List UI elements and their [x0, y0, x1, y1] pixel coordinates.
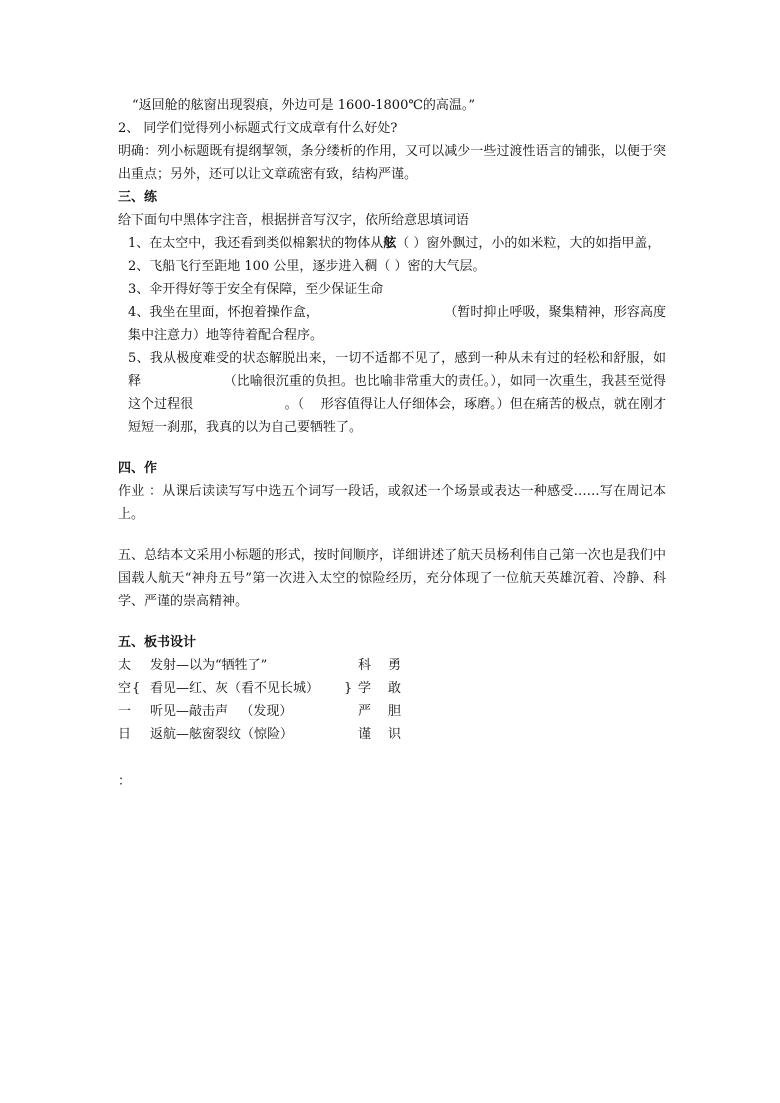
board-cell: 一	[118, 704, 132, 719]
exercise-item-2: 2、飞船飞行至距地 100 公里，逐步进入稠（ ）密的大气层。	[128, 259, 486, 274]
board-cell: 严	[358, 704, 372, 719]
section-3-instruction: 给下面句中黑体字注音，根据拼音写汉字，依所给意思填词语	[118, 213, 470, 228]
board-title: 五、板书设计	[118, 635, 197, 650]
board-cell: 看见—红、灰（看不见长城）	[150, 681, 320, 696]
board-brace: {	[132, 681, 141, 696]
board-row	[118, 654, 666, 677]
exercise-item-4: 4、我坐在里面，怀抱着操作盒， （暂时抑止呼吸，聚集精神，形容高度集中注意力）地等待着配合程序。	[128, 305, 666, 343]
exercise-1-bold-char: 舷	[383, 236, 397, 251]
section-4-text: 作业 ：从课后读读写写中选五个词写一段话，或叙述一个场景或表达一种感受……写在周记本上。	[118, 484, 666, 522]
board-cell: 科	[358, 658, 372, 673]
board-cell: 学	[358, 681, 372, 696]
section-3-title: 三、练	[118, 190, 158, 205]
board-cell: 敢	[388, 681, 402, 696]
section-5-summary: 五、总结本文采用小标题的形式，按时间顺序，详细讲述了航天员杨利伟自己第一次也是我们中国载人航天“神舟五号”第一次进入太空的惊险经历，充分体现了一位航天英雄沉着、冷静、科学、严谨的崇高精神。	[118, 548, 666, 609]
board-cell: 日	[118, 727, 132, 742]
board-cell: 太	[118, 658, 132, 673]
exercise-item-1	[118, 232, 666, 255]
exercise-1-post: （ ）窗外飘过，小的如米粒，大的如指甲盖，	[396, 236, 661, 251]
board-design	[118, 654, 666, 746]
footer-colon: ：	[118, 774, 132, 789]
board-cell: 识	[388, 727, 402, 742]
intro-quote: “返回舱的舷窗出现裂痕，外边可是 1600-1800℃的高温。”	[132, 98, 476, 113]
exercise-item-5: 5、我从极度难受的状态解脱出来，一切不适都不见了，感到一种从未有过的轻松和舒服，如释 （比喻很沉重的负担。也比喻非常重大的责任。），如同一次重生，我甚至觉得这个过程很 。（ 形容值得让人仔细体会，琢磨。）但在痛苦的极点，就在刚才短短一刹那，我真的以为自己要牺牲了。	[128, 351, 666, 435]
document-body	[118, 94, 666, 746]
board-cell: 胆	[388, 704, 402, 719]
board-row	[118, 723, 666, 746]
exercise-1-pre: 1、在太空中，我还看到类似棉絮状的物体从	[128, 236, 384, 251]
board-cell: 发射—以为“牺牲了”	[150, 658, 268, 673]
board-cell: 空	[118, 681, 132, 696]
board-cell: 勇	[388, 658, 402, 673]
board-cell: 听见—敲击声 （发现）	[150, 704, 293, 719]
answer-paragraph: 明确：列小标题既有提纲挈领，条分缕析的作用，又可以减少一些过渡性语言的铺张，以便于突出重点；另外，还可以让文章疏密有致，结构严谨。	[118, 144, 666, 182]
board-row	[118, 677, 666, 700]
board-row	[118, 700, 666, 723]
section-4-title: 四、作	[118, 461, 158, 476]
board-cell: 谨	[358, 727, 372, 742]
exercise-item-3: 3、伞开得好等于安全有保障，至少保证生命	[128, 282, 384, 297]
board-cell: 返航—舷窗裂纹（惊险）	[150, 727, 294, 742]
board-brace: }	[344, 681, 353, 696]
question-2: 2、 同学们觉得列小标题式行文成章有什么好处?	[118, 121, 398, 136]
